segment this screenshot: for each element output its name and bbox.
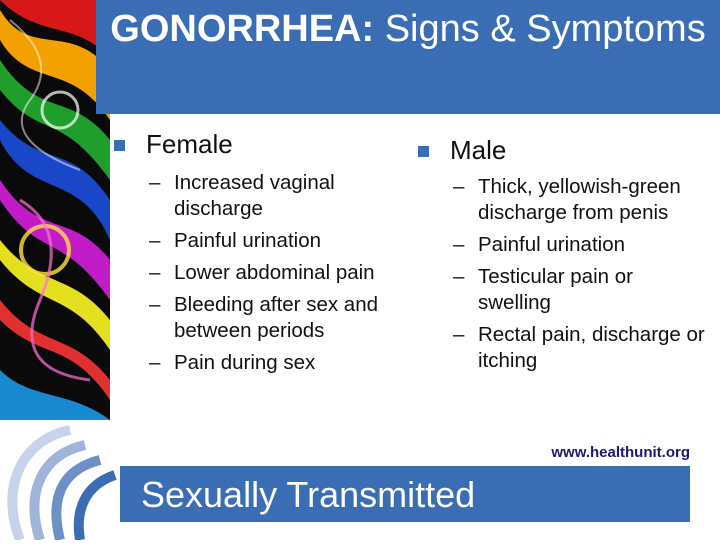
bullet-square-icon [114,140,125,151]
list-item: – Pain during sex [149,351,316,374]
female-symptom-list [112,170,382,376]
list-item: – Thick, yellowish-green discharge from penis [453,175,681,224]
list-item: – Painful urination [149,229,322,252]
list-item: – Lower abdominal pain [149,261,375,284]
female-heading: Female [112,128,382,160]
list-item: – Testicular pain or swelling [453,265,633,314]
list-item: – Rectal pain, discharge or itching [453,323,705,372]
footer-title: Sexually Transmitted [141,474,476,515]
psychedelic-art [0,0,110,420]
list-item: – Increased vaginal discharge [149,171,335,220]
male-symptom-list [416,174,706,374]
female-column [112,128,382,382]
bullet-square-icon [418,146,429,157]
slide-title: GONORRHEA: Signs & Symptoms [110,8,706,50]
list-item: – Bleeding after sex and between periods [149,293,378,342]
male-heading: Male [416,134,706,166]
swirl-logo-icon [0,420,140,540]
male-column [416,128,706,380]
source-url[interactable]: www.healthunit.org [551,444,690,461]
list-item: – Painful urination [453,233,626,256]
